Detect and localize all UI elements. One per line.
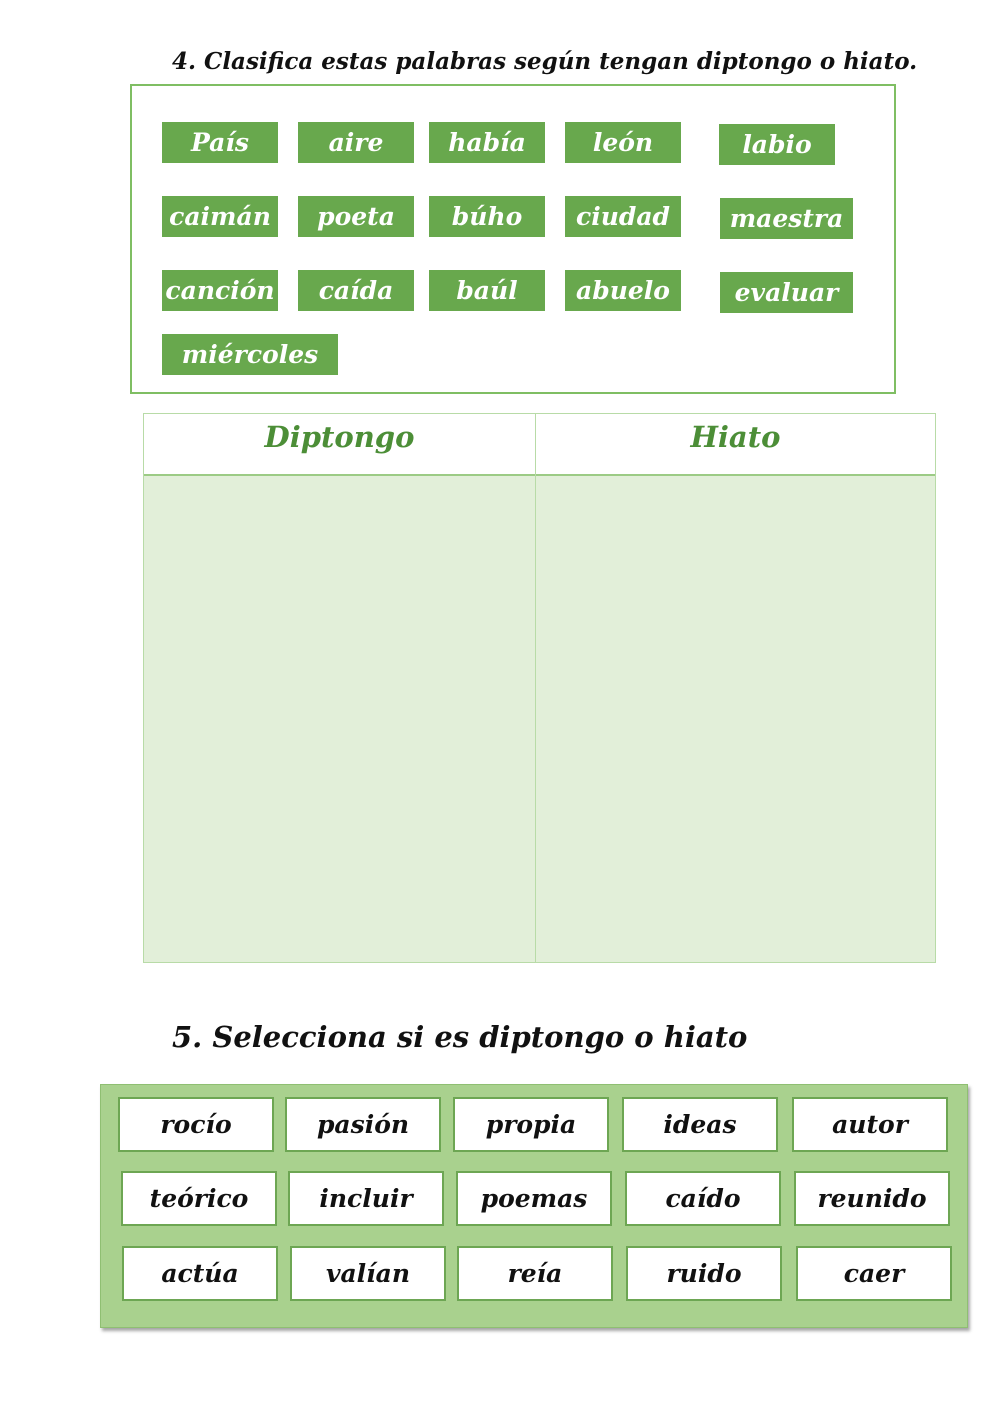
selection-panel bbox=[100, 1084, 968, 1328]
word-chip-aire[interactable]: aire bbox=[298, 122, 414, 163]
diptongo-column bbox=[144, 414, 536, 962]
hiato-column bbox=[536, 414, 935, 962]
word-chip-caida[interactable]: caída bbox=[298, 270, 414, 311]
word-bank bbox=[130, 84, 896, 394]
exercise-5-title: 5. Selecciona si es diptongo o hiato bbox=[172, 1020, 748, 1054]
word-chip-caiman[interactable]: caimán bbox=[162, 196, 278, 237]
word-chip-abuelo[interactable]: abuelo bbox=[565, 270, 681, 311]
option-rocio[interactable]: rocío bbox=[118, 1097, 274, 1152]
option-reia[interactable]: reía bbox=[457, 1246, 613, 1301]
option-autor[interactable]: autor bbox=[792, 1097, 948, 1152]
diptongo-header: Diptongo bbox=[144, 414, 535, 476]
word-chip-poeta[interactable]: poeta bbox=[298, 196, 414, 237]
word-chip-pais[interactable]: País bbox=[162, 122, 278, 163]
word-chip-cancion[interactable]: canción bbox=[162, 270, 278, 311]
option-caer[interactable]: caer bbox=[796, 1246, 952, 1301]
diptongo-drop-zone[interactable] bbox=[144, 476, 535, 962]
word-chip-habia[interactable]: había bbox=[429, 122, 545, 163]
hiato-header: Hiato bbox=[536, 414, 935, 476]
exercise-4-title: 4. Clasifica estas palabras según tengan diptongo o hiato. bbox=[172, 48, 918, 75]
option-caido[interactable]: caído bbox=[625, 1171, 781, 1226]
word-chip-evaluar[interactable]: evaluar bbox=[720, 272, 853, 313]
classification-table bbox=[143, 413, 936, 963]
option-ruido[interactable]: ruido bbox=[626, 1246, 782, 1301]
word-chip-baul[interactable]: baúl bbox=[429, 270, 545, 311]
word-chip-buho[interactable]: búho bbox=[429, 196, 545, 237]
option-teorico[interactable]: teórico bbox=[121, 1171, 277, 1226]
option-incluir[interactable]: incluir bbox=[288, 1171, 444, 1226]
option-propia[interactable]: propia bbox=[453, 1097, 609, 1152]
word-chip-miercoles[interactable]: miércoles bbox=[162, 334, 338, 375]
word-chip-maestra[interactable]: maestra bbox=[720, 198, 853, 239]
option-ideas[interactable]: ideas bbox=[622, 1097, 778, 1152]
option-reunido[interactable]: reunido bbox=[794, 1171, 950, 1226]
option-actua[interactable]: actúa bbox=[122, 1246, 278, 1301]
hiato-drop-zone[interactable] bbox=[536, 476, 935, 962]
option-pasion[interactable]: pasión bbox=[285, 1097, 441, 1152]
word-chip-ciudad[interactable]: ciudad bbox=[565, 196, 681, 237]
option-poemas[interactable]: poemas bbox=[456, 1171, 612, 1226]
word-chip-leon[interactable]: león bbox=[565, 122, 681, 163]
word-chip-labio[interactable]: labio bbox=[719, 124, 835, 165]
option-valian[interactable]: valían bbox=[290, 1246, 446, 1301]
